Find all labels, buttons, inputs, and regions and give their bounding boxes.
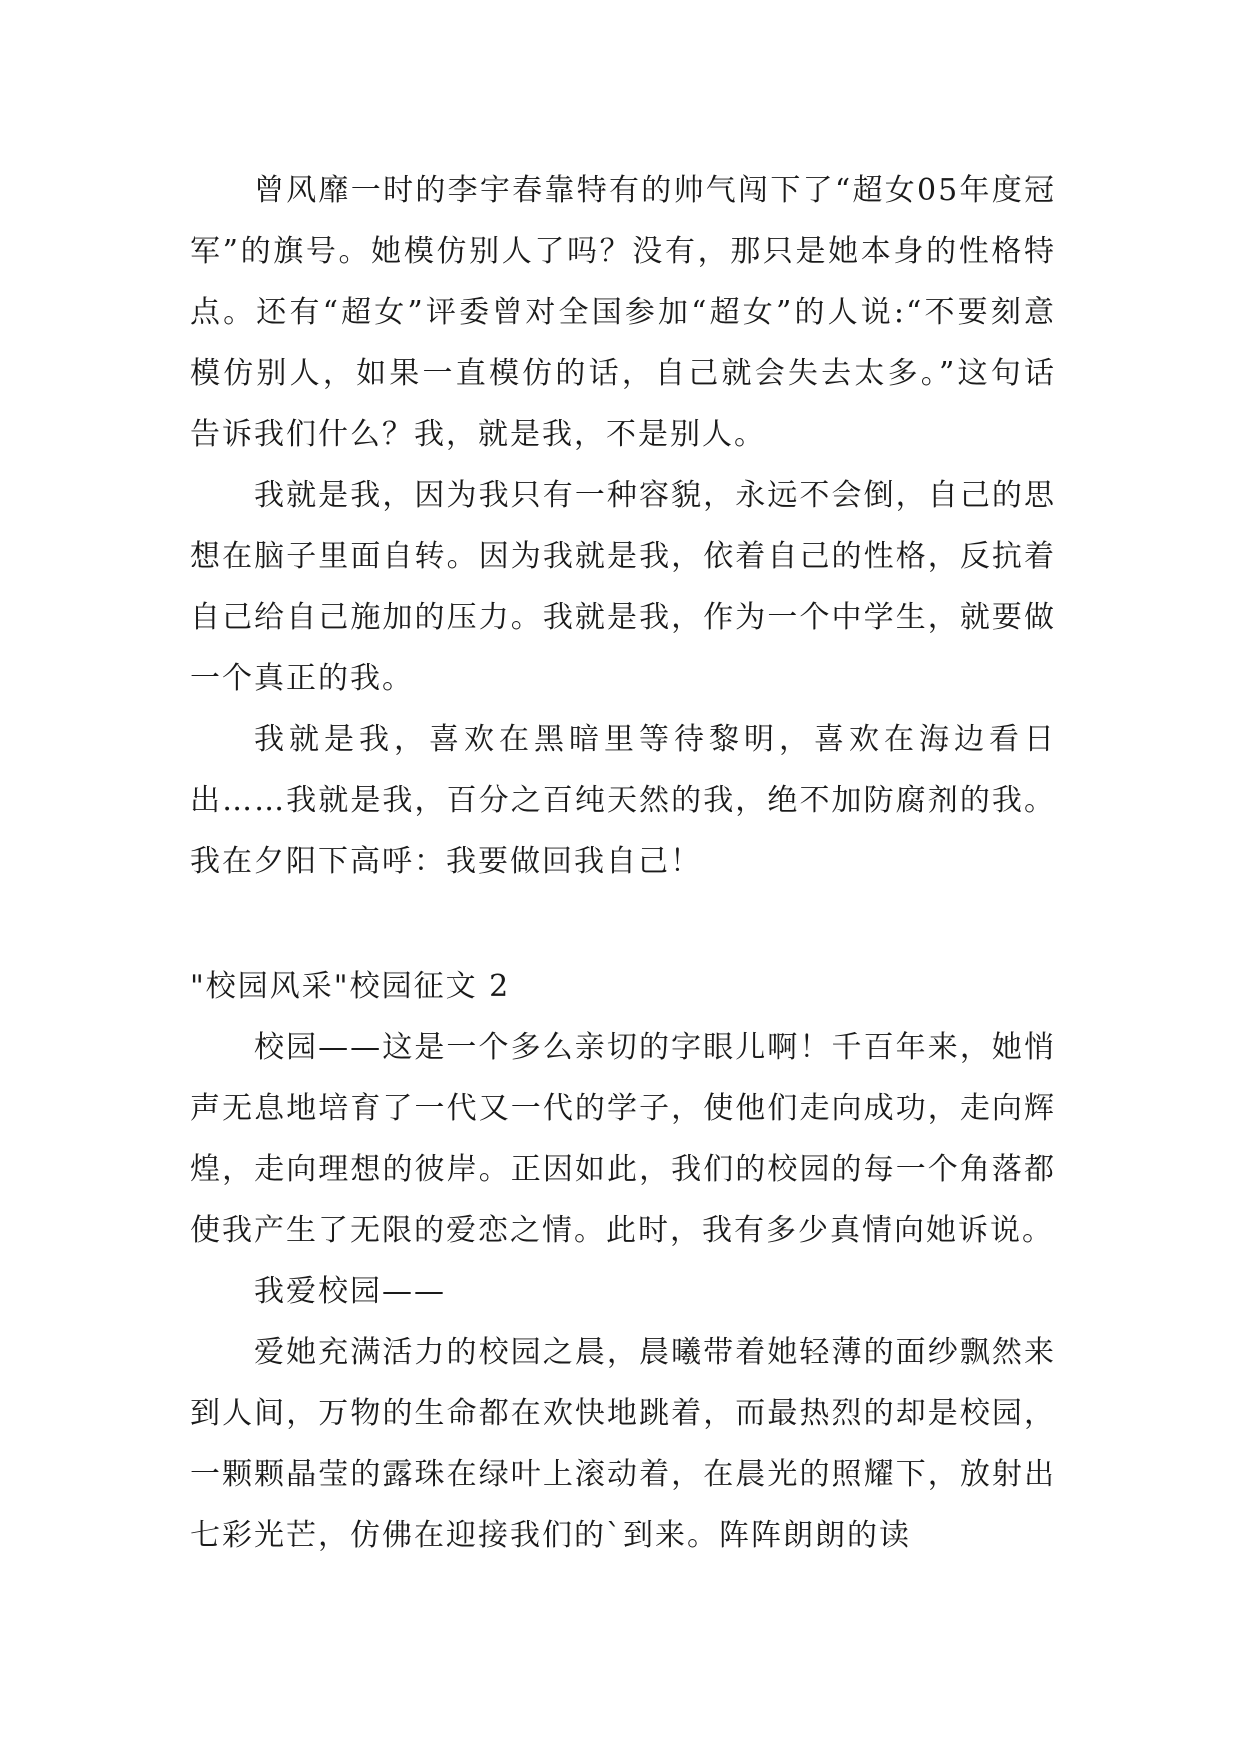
- paragraph: 我就是我，因为我只有一种容貌，永远不会倒，自己的思想在脑子里面自转。因为我就是我，依着自己的性格，反抗着自己给自己施加的压力。我就是我，作为一个中学生，就要做一个真正的我。: [190, 478, 1056, 696]
- paragraph: 曾风靡一时的李宇春靠特有的帅气闯下了“超女05年度冠军”的旗号。她模仿别人了吗？没有，那只是她本身的性格特点。还有“超女”评委曾对全国参加“超女”的人说:“不要刻意模仿别人，如果一直模仿的话，自己就会失去太多。”这句话告诉我们什么？我，就是我，不是别人。: [190, 173, 1056, 452]
- paragraph: 我就是我，喜欢在黑暗里等待黎明，喜欢在海边看日出……我就是我，百分之百纯天然的我，绝不加防腐剂的我。我在夕阳下高呼：我要做回我自己！: [190, 722, 1056, 879]
- paragraph: 爱她充满活力的校园之晨，晨曦带着她轻薄的面纱飘然来到人间，万物的生命都在欢快地跳着，而最热烈的却是校园，一颗颗晶莹的露珠在绿叶上滚动着，在晨光的照耀下，放射出七彩光芒，仿佛在迎接我们的`到来。阵阵朗朗的读: [190, 1335, 1056, 1553]
- section-title: "校园风采"校园征文 2: [190, 969, 511, 1004]
- paragraph: 校园——这是一个多么亲切的字眼儿啊！千百年来，她悄声无息地培育了一代又一代的学子，使他们走向成功，走向辉煌，走向理想的彼岸。正因如此，我们的校园的每一个角落都使我产生了无限的爱恋之情。此时，我有多少真情向她诉说。: [190, 1030, 1056, 1248]
- document-body: [190, 160, 1056, 1566]
- paragraph: 我爱校园——: [254, 1274, 446, 1309]
